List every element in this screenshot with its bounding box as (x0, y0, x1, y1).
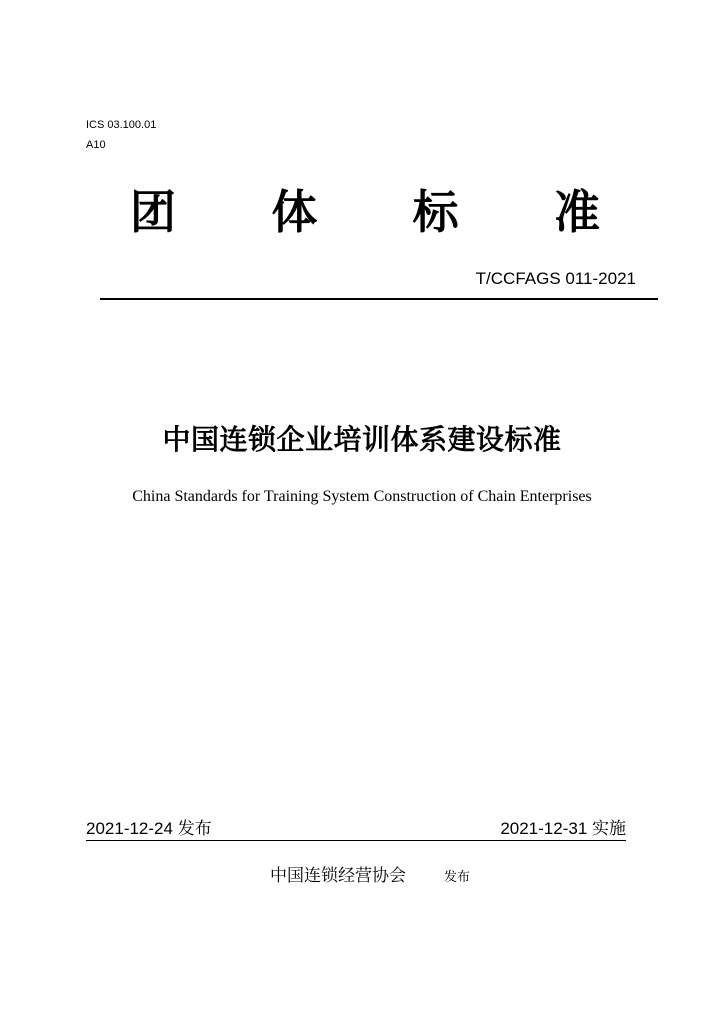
standard-number: T/CCFAGS 011-2021 (475, 269, 636, 288)
standard-type-char: 标 (412, 185, 459, 239)
header-divider (100, 298, 658, 300)
document-title-zh: 中国连锁企业培训体系建设标准 (162, 423, 562, 456)
standard-type-char: 准 (553, 185, 600, 239)
standard-type-char: 体 (271, 185, 318, 239)
publish-label: 发布 (444, 870, 471, 885)
footer-divider (86, 840, 626, 841)
implementation-date: 2021-12-31 实施 (500, 819, 626, 838)
document-title-en: China Standards for Training System Construction of Chain Enterprises (132, 488, 592, 505)
ics-code: ICS 03.100.01 (86, 119, 157, 131)
publisher-name: 中国连锁经营协会 (270, 866, 406, 886)
issue-date: 2021-12-24 发布 (86, 819, 212, 838)
standard-type-char: 团 (130, 185, 176, 239)
ccs-code: A10 (86, 139, 106, 151)
standard-type-heading (130, 184, 600, 240)
